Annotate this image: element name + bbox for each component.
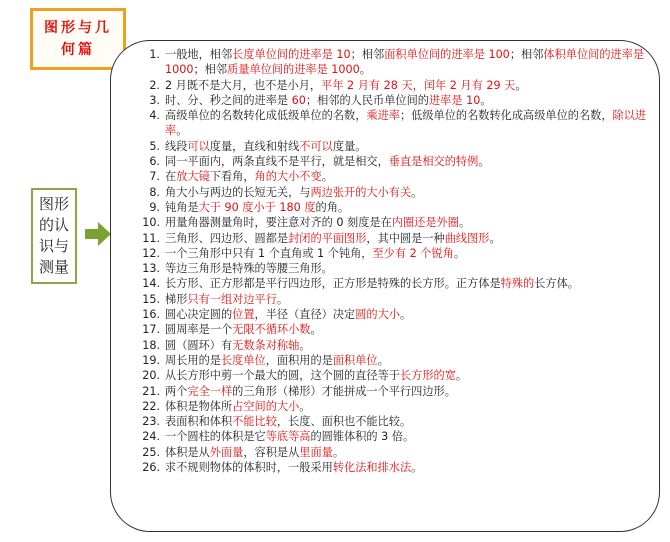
- list-item: [138, 215, 656, 230]
- highlighted-text: 内圈还是外圈: [391, 216, 459, 230]
- item-text: [165, 368, 656, 383]
- item-number: 12.: [142, 246, 160, 260]
- highlighted-text: 不能比较: [232, 415, 277, 429]
- text-segment: 三角形、四边形、圆都是: [165, 231, 289, 245]
- list-item: [138, 445, 656, 460]
- item-number: 11.: [142, 231, 160, 245]
- item-number: 5.: [149, 139, 160, 153]
- text-segment: 钝角是: [165, 200, 199, 214]
- highlighted-text: 质量单位间的进率是 1000: [227, 63, 360, 77]
- list-item: [138, 78, 656, 93]
- highlighted-text: 曲线图形: [444, 231, 490, 245]
- highlighted-text: 特殊的: [500, 277, 535, 291]
- item-number: 1.: [149, 48, 160, 61]
- text-segment: 两个: [165, 384, 188, 398]
- text-segment: 。: [332, 445, 345, 459]
- text-segment: 。: [480, 93, 492, 107]
- list-item: [138, 322, 656, 337]
- item-text: [165, 399, 656, 414]
- highlighted-text: 长度单位间的进率是 10: [232, 48, 351, 61]
- highlighted-text: 只有一组对边平行: [187, 292, 277, 306]
- text-segment: 一个圆柱的体积是它: [165, 430, 266, 444]
- item-number: 21.: [142, 384, 160, 398]
- text-segment: 角大小与两边的长短无关，与: [165, 185, 311, 199]
- item-text: [165, 353, 656, 368]
- highlighted-text: 无数条对称轴: [232, 338, 300, 352]
- item-text: [165, 139, 656, 154]
- item-number: 3.: [149, 93, 160, 107]
- highlighted-text: 面积单位: [332, 353, 378, 367]
- item-number: 22.: [142, 399, 160, 413]
- text-segment: 等边三角形是特殊的等腰三角形。: [165, 262, 333, 276]
- highlighted-text: 垂直是相交的特例: [388, 155, 479, 169]
- title-box: [30, 8, 126, 70]
- text-segment: 。: [455, 369, 468, 383]
- highlighted-text: 圆的大小: [355, 308, 400, 322]
- right-arrow-icon: [85, 222, 111, 246]
- text-segment: 。: [299, 338, 311, 352]
- text-segment: 的角。: [315, 200, 350, 214]
- highlighted-text: 长度单位: [220, 353, 266, 367]
- highlighted-text: 除以进率: [165, 109, 647, 138]
- section-label-box: [31, 188, 77, 284]
- text-segment: 一般地，相邻: [165, 48, 233, 61]
- highlighted-text: 大于 90 度小于 180 度: [198, 200, 316, 214]
- text-segment: 度量。: [332, 139, 367, 153]
- text-segment: 圆周率是一个: [165, 323, 233, 337]
- text-segment: ，面积用的是: [265, 353, 333, 367]
- item-text: [165, 154, 656, 169]
- item-text: [165, 292, 656, 307]
- text-segment: 在: [165, 170, 177, 184]
- text-segment: 时、分、秒之间的进率是: [165, 93, 292, 107]
- text-segment: 梯形: [165, 292, 188, 306]
- highlighted-text: 封闭的平面图形: [288, 231, 367, 245]
- text-segment: 从长方形中剪一个最大的圆，这个圆的直径等于: [165, 369, 400, 383]
- item-number: 16.: [142, 308, 160, 322]
- highlighted-text: 乘进率: [366, 109, 400, 123]
- highlighted-text: 面积单位间的进率是 100: [384, 48, 510, 61]
- text-segment: 。: [515, 78, 527, 92]
- text-segment: 度量，直线和射线: [209, 139, 300, 153]
- item-number: 7.: [149, 170, 160, 184]
- text-segment: 一个三角形中只有 1 个直角或 1 个钝角，: [165, 246, 373, 260]
- text-segment: 下看角，: [209, 170, 255, 184]
- item-number: 18.: [142, 338, 160, 352]
- text-segment: 2 月既不是大月，也不是小月，: [165, 78, 322, 92]
- text-segment: 体积是物体所: [165, 399, 233, 413]
- item-number: 17.: [142, 323, 160, 337]
- text-segment: ；相邻: [509, 48, 544, 61]
- text-segment: 。: [489, 231, 501, 245]
- item-text: [165, 261, 656, 276]
- item-text: [165, 384, 656, 399]
- highlighted-text: 60: [291, 93, 306, 107]
- item-text: [165, 414, 656, 429]
- item-number: 8.: [149, 185, 160, 199]
- item-number: 10.: [142, 216, 160, 230]
- text-segment: 。: [359, 63, 371, 77]
- text-segment: 。: [411, 461, 423, 475]
- text-segment: 同一平面内，两条直线不是平行，就是相交，: [165, 155, 389, 169]
- list-item: [138, 47, 656, 78]
- highlighted-text: 放大镜: [176, 170, 210, 184]
- list-item: [138, 276, 656, 291]
- item-text: [165, 215, 656, 230]
- highlighted-text: 长方形的宽: [399, 369, 456, 383]
- list-item: [138, 429, 656, 444]
- list-item: [138, 399, 656, 414]
- list-item: [138, 139, 656, 154]
- highlighted-text: 占空间的大小: [232, 399, 300, 413]
- item-number: 19.: [142, 353, 160, 367]
- list-item: [138, 200, 656, 215]
- item-text: [165, 460, 656, 475]
- highlighted-text: 不可以: [299, 139, 333, 153]
- item-text: [165, 169, 656, 184]
- text-segment: 。: [400, 308, 412, 322]
- text-segment: 表面积和体积: [165, 415, 233, 429]
- list-item: [138, 414, 656, 429]
- text-segment: 的三角形（梯形）才能拼成一个平行四边形。: [232, 384, 456, 398]
- list-item: [138, 246, 656, 261]
- list-item: [138, 108, 656, 139]
- text-segment: 体积是从: [165, 445, 210, 459]
- item-text: [165, 200, 656, 215]
- item-number: 9.: [149, 200, 160, 214]
- item-number: 15.: [142, 292, 160, 306]
- item-text: [165, 93, 656, 108]
- item-number: 6.: [149, 155, 160, 169]
- text-segment: 长方形、正方形都是平行四边形，正方形是特殊的长方形。正方体是: [165, 277, 501, 291]
- text-segment: 圆心决定圆的: [165, 308, 233, 322]
- highlighted-text: 平年 2 月有 28 天，闰年 2 月有 29 天: [321, 78, 516, 92]
- text-segment: 的圆锥体积的 3 倍。: [310, 430, 415, 444]
- text-segment: ；相邻的人民币单位间的: [305, 93, 429, 107]
- item-number: 14.: [142, 277, 160, 291]
- title-text: 图形与几 何篇: [44, 20, 112, 58]
- text-segment: ；相邻: [193, 63, 228, 77]
- highlighted-text: 进率是 10: [428, 93, 481, 107]
- text-segment: 线段: [165, 139, 188, 153]
- item-text: [165, 185, 656, 200]
- item-number: 24.: [142, 430, 160, 444]
- text-segment: 。: [458, 216, 471, 230]
- item-text: [165, 47, 656, 78]
- item-number: 20.: [142, 369, 160, 383]
- text-segment: 。: [310, 323, 322, 337]
- text-segment: 。: [377, 353, 389, 367]
- list-item: [138, 338, 656, 353]
- highlighted-text: 至少有 2 个锐角: [372, 246, 454, 260]
- list-item: [138, 261, 656, 276]
- highlighted-text: 位置: [232, 308, 255, 322]
- text-segment: ，其中圆是一种: [366, 231, 445, 245]
- list-item: [138, 368, 656, 383]
- list-item: [138, 292, 656, 307]
- text-segment: 圆（圆环）有: [165, 338, 233, 352]
- list-item: [138, 93, 656, 108]
- item-text: [165, 307, 656, 322]
- text-segment: ；相邻: [350, 48, 385, 61]
- item-text: [165, 231, 656, 246]
- item-text: [165, 429, 656, 444]
- list-item: [138, 231, 656, 246]
- text-segment: 长方体。: [534, 277, 579, 291]
- text-segment: ，半径（直径）决定: [254, 308, 356, 322]
- list-item: [138, 307, 656, 322]
- item-text: [165, 338, 656, 353]
- highlighted-text: 角的大小不变: [254, 170, 322, 184]
- item-number: 2.: [149, 78, 160, 92]
- item-number: 13.: [142, 262, 160, 276]
- item-text: [165, 445, 656, 460]
- text-segment: 。: [299, 399, 311, 413]
- text-segment: 。: [453, 246, 466, 260]
- text-segment: 。: [276, 292, 289, 306]
- highlighted-text: 转化法和排水法: [332, 461, 412, 475]
- highlighted-text: 外面量: [209, 445, 244, 459]
- highlighted-text: 可以: [187, 139, 210, 153]
- highlighted-text: 里面量: [299, 445, 333, 459]
- text-segment: ，长度、面积也不能比较。: [276, 415, 412, 429]
- item-text: [165, 276, 656, 291]
- item-number: 25.: [142, 445, 160, 459]
- list-item: [138, 185, 656, 200]
- text-segment: 。: [411, 185, 423, 199]
- knowledge-list: [138, 47, 656, 475]
- list-item: [138, 384, 656, 399]
- item-text: [165, 246, 656, 261]
- text-segment: 求不规则物体的体积时，一般采用: [165, 461, 333, 475]
- highlighted-text: 等底等高: [265, 430, 311, 444]
- item-text: [165, 108, 656, 139]
- section-label-text: 图形 的认 识与 测量: [38, 195, 69, 276]
- item-text: [165, 78, 656, 93]
- text-segment: ，容积是从: [243, 445, 300, 459]
- item-number: 4.: [149, 109, 160, 123]
- item-number: 23.: [142, 415, 160, 429]
- item-text: [165, 322, 656, 337]
- item-number: 26.: [142, 461, 160, 475]
- highlighted-text: 体积单位间的进率是 1000: [165, 48, 645, 77]
- text-segment: 。: [176, 124, 188, 138]
- highlighted-text: 完全一样: [187, 384, 233, 398]
- text-segment: ；低级单位的名数转化成高级单位的名数，: [399, 109, 613, 123]
- list-item: [138, 169, 656, 184]
- list-item: [138, 353, 656, 368]
- highlighted-text: 无限不循环小数: [232, 323, 311, 337]
- text-segment: 周长用的是: [165, 353, 221, 367]
- highlighted-text: 两边张开的大小有关: [310, 185, 412, 199]
- text-segment: 。: [478, 155, 490, 169]
- list-item: [138, 154, 656, 169]
- text-segment: 用量角器测量角时，要注意对齐的 0 刻度是在: [165, 216, 392, 230]
- text-segment: 高级单位的名数转化成低级单位的名数，: [165, 109, 367, 123]
- text-segment: 。: [321, 170, 333, 184]
- list-item: [138, 460, 656, 475]
